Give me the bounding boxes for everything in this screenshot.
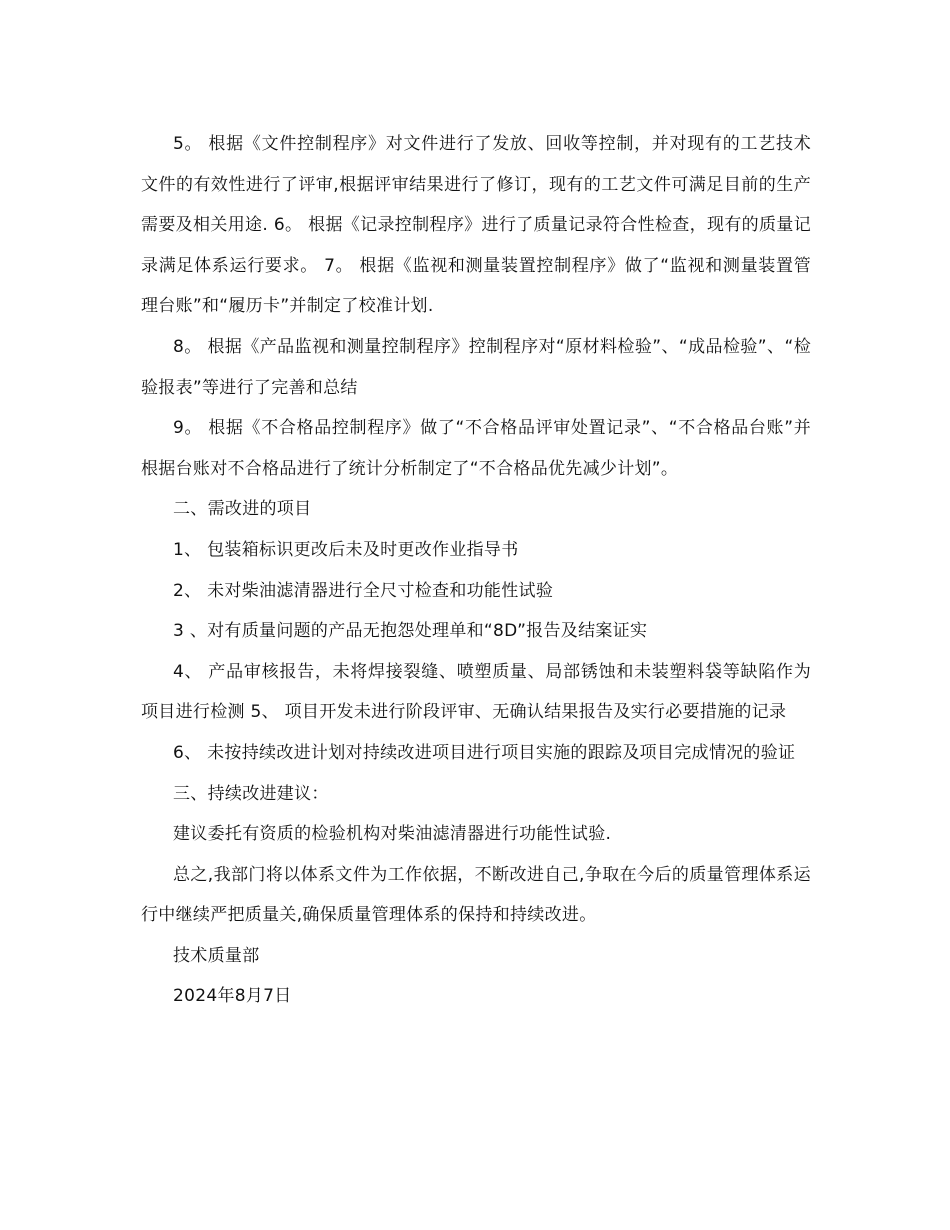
paragraph-item-9: 9。 根据《不合格品控制程序》做了“不合格品评审处置记录”、“不合格品台账”并根据台账对不合格品进行了统计分析制定了“不合格品优先减少计划”。	[141, 418, 811, 479]
improvement-item-3: 3 、对有质量问题的产品无抱怨处理单和“8D”报告及结案证实	[173, 621, 648, 642]
suggestion-text: 建议委托有资质的检验机构对柴油滤清器进行功能性试验.	[173, 824, 612, 845]
section-heading-improvements: 二、需改进的项目	[173, 499, 312, 520]
document-body	[141, 124, 811, 1017]
paragraph-item-8: 8。 根据《产品监视和测量控制程序》控制程序对“原材料检验”、“成品检验”、“检验报表”等进行了完善和总结	[141, 336, 811, 398]
conclusion-text: 总之,我部门将以体系文件为工作依据，不断改进自己,争取在今后的质量管理体系运行中继续严把质量关,确保质量管理体系的保持和持续改进。	[141, 864, 811, 926]
signature-date: 2024年8月7日	[173, 986, 292, 1007]
improvement-item-6: 6、 未按持续改进计划对持续改进项目进行项目实施的跟踪及项目完成情况的验证	[173, 742, 796, 763]
improvement-item-1: 1、 包装箱标识更改后未及时更改作业指导书	[173, 539, 519, 560]
signature-department: 技术质量部	[173, 945, 260, 966]
paragraph-item-5-7: 5。 根据《文件控制程序》对文件进行了发放、回收等控制，并对现有的工艺技术文件的有效性进行了评审,根据评审结果进行了修订，现有的工艺文件可满足目前的生产需要及相关用途. 6。 根据《记录控制程序》进行了质量记录符合性检查，现有的质量记录满足体系运行要求。 7。 根据《监视和测量装置控制程序》做了“监视和测量装置管理台账”和“履历卡”并制定了校准计划.	[141, 134, 811, 317]
improvement-item-2: 2、 未对柴油滤清器进行全尺寸检查和功能性试验	[173, 580, 554, 601]
section-heading-suggestions: 三、持续改进建议：	[173, 783, 329, 804]
improvement-item-4-5: 4、 产品审核报告，未将焊接裂缝、喷塑质量、局部锈蚀和未装塑料袋等缺陷作为项目进行检测 5、 项目开发未进行阶段评审、无确认结果报告及实行必要措施的记录	[141, 661, 811, 723]
